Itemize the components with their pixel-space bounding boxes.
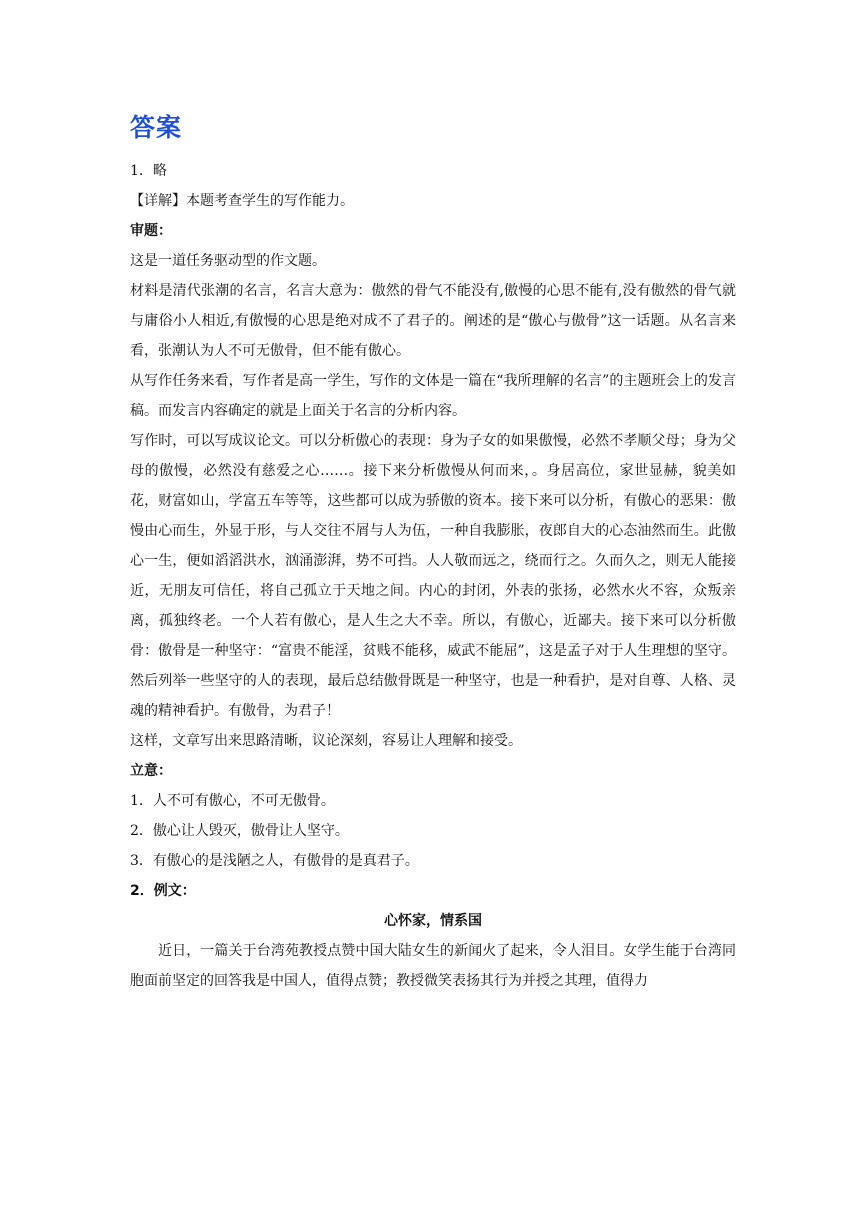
page-title: 答案 [130, 113, 183, 142]
writing-guide-paragraph: 写作时，可以写成议论文。可以分析傲心的表现：身为子女的如果傲慢，必然不孝顺父母；身为父母的傲慢，必然没有慈爱之心……。接下来分析傲慢从何而来，。身居高位，家世显赫，貌美如花，财富如山，学富五车等等，这些都可以成为骄傲的资本。接下来可以分析，有傲心的恶果：傲慢由心而生，外显于形，与人交往不屑与人为伍，一种自我膨胀，夜郎自大的心态油然而生。此傲心一生，便如滔滔洪水，汹涌澎湃，势不可挡。人人敬而远之，绕而行之。久而久之，则无人能接近，无朋友可信任，将自己孤立于天地之间。内心的封闭，外表的张扬，必然水火不容，众叛亲离，孤独终老。一个人若有傲心，是人生之大不幸。所以，有傲心，近鄙夫。接下来可以分析傲骨：傲骨是一种坚守：“富贵不能淫，贫贱不能移，威武不能屈”，这是孟子对于人生理想的坚守。然后列举一些坚守的人的表现，最后总结傲骨既是一种坚守，也是一种看护，是对自尊、人格、灵魂的精神看护。有傲骨，为君子！ [130, 433, 736, 719]
essay-title: 心怀家，情系国 [384, 913, 482, 929]
item-2: 2．例文： [130, 883, 196, 899]
liyi-item-2: 2．傲心让人毁灭，傲骨让人坚守。 [130, 823, 349, 839]
writing-task-paragraph: 从写作任务来看，写作者是高一学生，写作的文体是一篇在“我所理解的名言”的主题班会上的发言稿。而发言内容确定的就是上面关于名言的分析内容。 [130, 373, 736, 419]
liyi-item-3: 3．有傲心的是浅陋之人，有傲骨的是真君子。 [130, 853, 419, 869]
answer-content [130, 108, 736, 996]
essay-paragraph-1: 近日，一篇关于台湾苑教授点赞中国大陆女生的新闻火了起来，令人泪目。女学生能于台湾同胞面前坚定的回答我是中国人，值得点赞；教授微笑表扬其行为并授之其理，值得力 [130, 943, 736, 989]
detail-line: 【详解】本题考查学生的写作能力。 [130, 193, 354, 209]
conclusion-paragraph: 这样，文章写出来思路清晰，议论深刻，容易让人理解和接受。 [130, 733, 522, 749]
liyi-label: 立意： [130, 763, 172, 779]
liyi-item-1: 1．人不可有傲心，不可无傲骨。 [130, 793, 335, 809]
shenti-label: 审题： [130, 223, 172, 239]
material-paragraph: 材料是清代张潮的名言，名言大意为：傲然的骨气不能没有,傲慢的心思不能有,没有傲然的骨气就与庸俗小人相近,有傲慢的心思是绝对成不了君子的。阐述的是“傲心与傲骨”这一话题。从名言来看，张潮认为人不可无傲骨，但不能有傲心。 [130, 283, 736, 359]
task-paragraph: 这是一道任务驱动型的作文题。 [130, 253, 326, 269]
item-1: 1．略 [130, 163, 167, 179]
